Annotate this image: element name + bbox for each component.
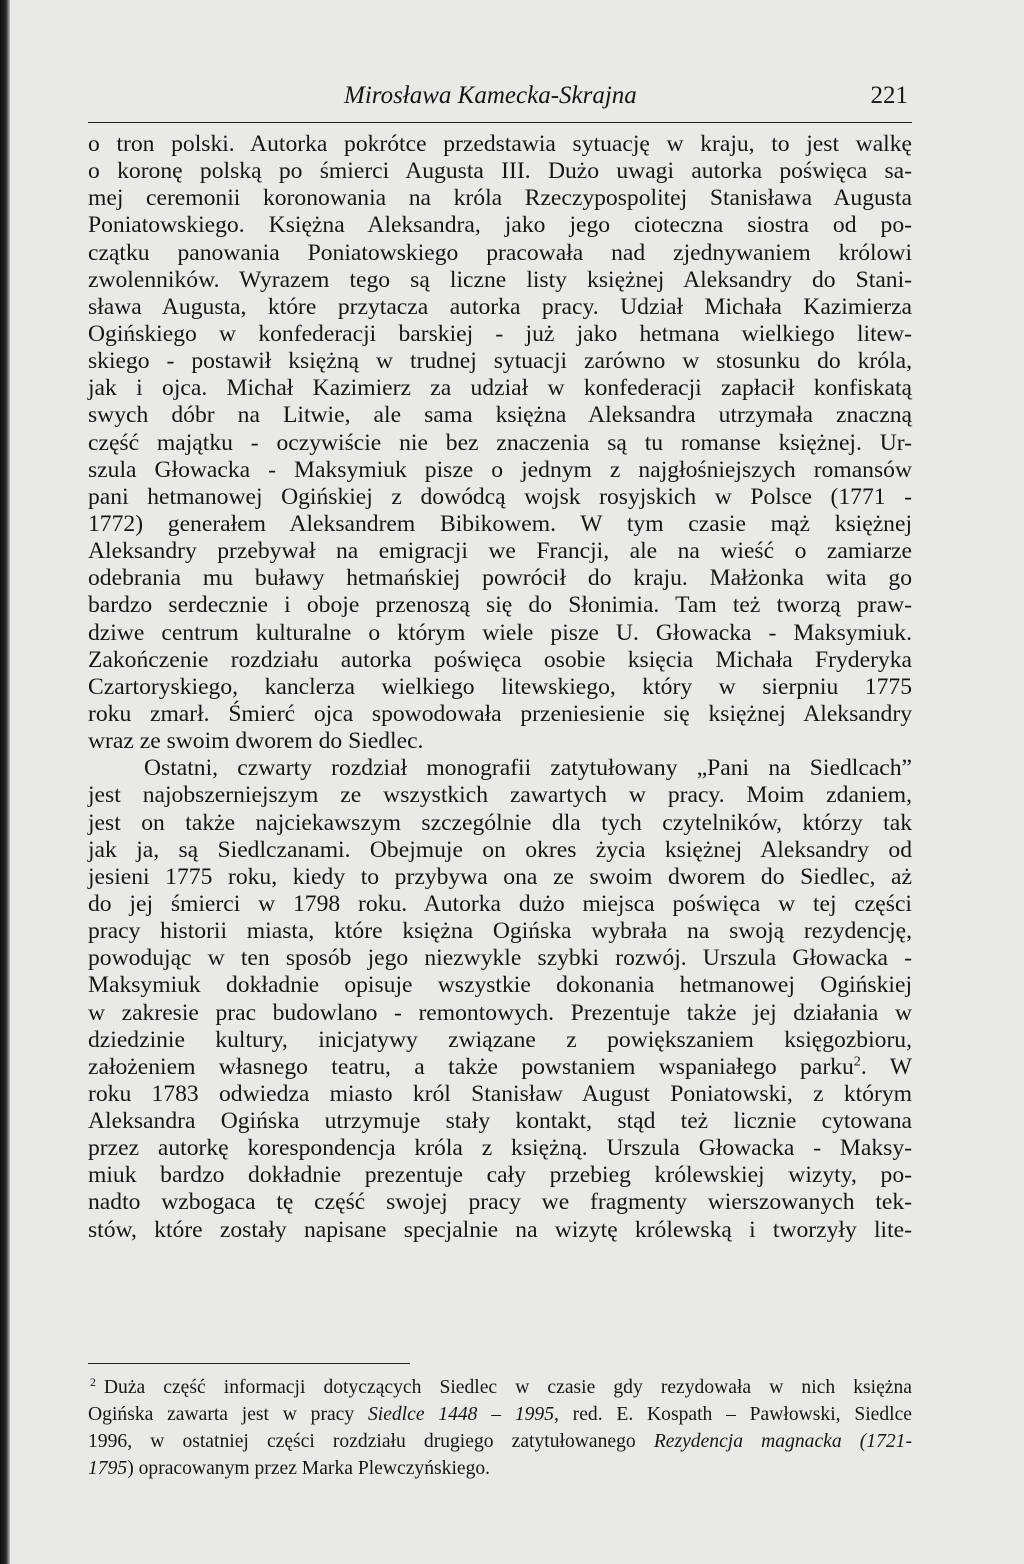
text-line: Czartoryskiego, kanclerza wielkiego litewskiego, który w sierpniu 1775 [88, 673, 912, 700]
text-line: Maksymiuk dokładnie opisuje wszystkie dokonania hetmanowej Ogińskiej [88, 972, 912, 999]
text-line: powodując w ten sposób jego niezwykle szybki rozwój. Urszula Głowacka - [88, 945, 912, 972]
text-line: jest najobszerniejszym ze wszystkich zawartych w pracy. Moim zdaniem, [88, 782, 912, 809]
body-text [88, 131, 912, 1244]
page-binding-edge [0, 0, 10, 1564]
footnote-line [88, 1428, 912, 1455]
text-line: Aleksandra Ogińska utrzymuje stały kontakt, stąd też licznie cytowana [88, 1108, 912, 1135]
text-line: pani hetmanowej Ogińskiej z dowódcą wojsk rosyjskich w Polsce (1771 - [88, 483, 912, 510]
text-line: Aleksandry przebywał na emigracji we Francji, ale na wieść o zamiarze [88, 538, 912, 565]
text-line: 1772) generałem Aleksandrem Bibikowem. W tym czasie mąż księżnej [88, 510, 912, 537]
text-line: Poniatowskiego. Księżna Aleksandra, jako jego cioteczna siostra od po- [88, 212, 912, 239]
book-page [88, 82, 912, 1244]
footnote-text: 1996, w ostatniej części rozdziału drugiego zatytułowanego [88, 1431, 654, 1452]
footnote-rule [88, 1363, 410, 1364]
text-segment: założeniem własnego teatru, a także powstaniem wspaniałego parku [88, 1053, 854, 1080]
running-head [88, 82, 912, 122]
footnote-text: ) opracowanym przez Marka Plewczyńskiego. [127, 1458, 491, 1479]
paragraph-1 [88, 131, 912, 755]
text-line: do jej śmierci w 1798 roku. Autorka dużo miejsca poświęca w tej części [88, 890, 912, 917]
text-line: Ostatni, czwarty rozdział monografii zatytułowany „Pani na Siedlcach” [144, 755, 912, 782]
footnote-reference: 2 [853, 1053, 861, 1070]
text-line: Ogińskiego w konfederacji barskiej - już jako hetmana wielkiego litew- [88, 320, 912, 347]
text-line: roku zmarł. Śmierć ojca spowodowała przeniesienie się księżnej Aleksandry [88, 700, 912, 727]
text-line: skiego - postawił księżną w trudnej sytuacji zarówno w stosunku do króla, [88, 348, 912, 375]
text-line: przez autorkę korespondencja króla z księżną. Urszula Głowacka - Maksy- [88, 1135, 912, 1162]
footnote-text: Duża część informacji dotyczących Siedlec w czasie gdy rezydowała w nich księżna [103, 1377, 912, 1398]
footnote [88, 1374, 912, 1482]
text-line: jak i ojca. Michał Kazimierz za udział w konfederacji zapłacił konfiskatą [88, 375, 912, 402]
text-line: dziedzinie kultury, inicjatywy związane z powiększaniem księgozbioru, [88, 1026, 912, 1053]
text-line: część majątku - oczywiście nie bez znaczenia są tu romanse księżnej. Ur- [88, 429, 912, 456]
footnote-mark: 2 [90, 1375, 96, 1389]
text-line: o tron polski. Autorka pokrótce przedstawia sytuację w kraju, to jest walkę [88, 131, 912, 157]
text-line: szula Głowacka - Maksymiuk pisze o jednym z najgłośniejszych romansów [88, 456, 912, 483]
page-number: 221 [870, 82, 908, 109]
text-line: wraz ze swoim dworem do Siedlec. [88, 728, 424, 755]
text-line: sława Augusta, które przytacza autorka pracy. Udział Michała Kazimierza [88, 293, 912, 320]
text-line: dziwe centrum kulturalne o którym wiele pisze U. Głowacka - Maksymiuk. [88, 619, 912, 646]
text-line: nadto wzbogaca tę część swojej pracy we fragmenty wierszowanych tek- [88, 1189, 912, 1216]
text-line: roku 1783 odwiedza miasto król Stanisław August Poniatowski, z którym [88, 1080, 912, 1107]
footnote-line [88, 1374, 912, 1401]
text-line: jest on także najciekawszym szczególnie dla tych czytelników, którzy tak [88, 809, 912, 836]
header-rule [88, 122, 912, 123]
text-line: miuk bardzo dokładnie prezentuje cały przebieg królewskiej wizyty, po- [88, 1162, 912, 1189]
footnote-text: , red. E. Kospath – Pawłowski, Siedlce [554, 1404, 912, 1425]
text-line: czątku panowania Poniatowskiego pracowała nad zjednywaniem królowi [88, 239, 912, 266]
text-line: mej ceremonii koronowania na króla Rzeczypospolitej Stanisława Augusta [88, 185, 912, 212]
cited-title: Rezydencja magnacka (1721- [653, 1431, 913, 1452]
running-head-author: Mirosława Kamecka-Skrajna [344, 82, 637, 109]
text-line: o koronę polską po śmierci Augusta III. Dużo uwagi autorka poświęca sa- [88, 158, 912, 185]
paragraph-2 [88, 755, 912, 1244]
footnote-text: Ogińska zawarta jest w pracy [88, 1404, 368, 1425]
text-line: Zakończenie rozdziału autorka poświęca osobie księcia Michała Fryderyka [88, 646, 912, 673]
text-line: zwolenników. Wyrazem tego są liczne listy księżnej Aleksandry do Stani- [88, 266, 912, 293]
text-line: bardzo serdecznie i oboje przenoszą się do Słonimia. Tam też tworzą praw- [88, 592, 912, 619]
footnote-line [88, 1401, 912, 1428]
text-line: swych dóbr na Litwie, ale sama księżna Aleksandra utrzymała znaczną [88, 402, 912, 429]
text-line: w zakresie prac budowlano - remontowych. Prezentuje także jej działania w [88, 999, 912, 1026]
cited-title: 1795 [88, 1458, 128, 1479]
text-line-with-note-ref [88, 1054, 912, 1081]
text-line: jesieni 1775 roku, kiedy to przybywa ona ze swoim dworem do Siedlec, aż [88, 863, 912, 890]
text-line: jak ja, są Siedlczanami. Obejmuje on okres życia księżnej Aleksandry od [88, 836, 912, 863]
text-line: stów, które zostały napisane specjalnie na wizytę królewską i tworzyły lite- [88, 1216, 912, 1243]
cited-title: Siedlce 1448 – 1995 [367, 1404, 555, 1425]
text-segment: . W [860, 1053, 912, 1080]
text-line: pracy historii miasta, które księżna Ogińska wybrała na swoją rezydencję, [88, 918, 912, 945]
footnote-line [88, 1455, 912, 1482]
text-line: odebrania mu buławy hetmańskiej powrócił do kraju. Małżonka wita go [88, 565, 912, 592]
